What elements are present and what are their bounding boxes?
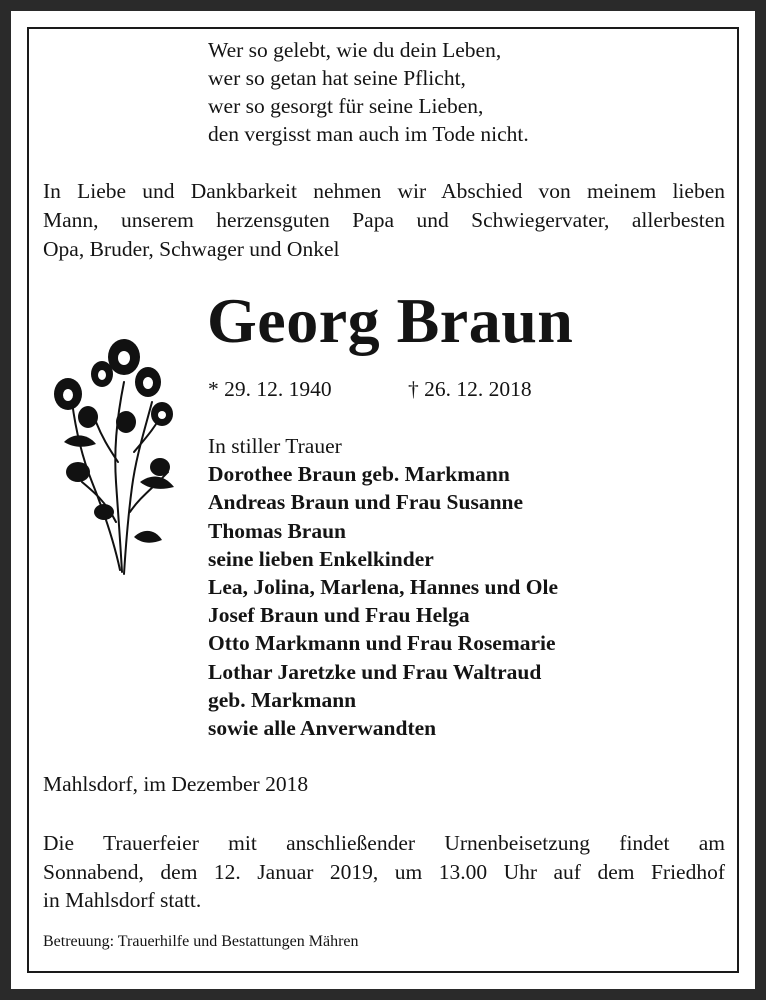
funeral-line: Sonnabend, dem 12. Januar 2019, um 13.00 Uhr auf dem Friedhof	[43, 859, 725, 884]
mourner: geb. Markmann	[208, 687, 357, 712]
funeral-line: Die Trauerfeier mit anschließender Urnenbeisetzung findet am	[43, 831, 725, 855]
deceased-name: Georg Braun	[207, 285, 574, 356]
funeral-line: in Mahlsdorf statt.	[43, 888, 202, 912]
place-date: Mahlsdorf, im Dezember 2018	[43, 772, 309, 796]
mourner: Andreas Braun und Frau Susanne	[208, 490, 524, 515]
intro-line: In Liebe und Dankbarkeit nehmen wir Abschied von meinem lieben	[43, 179, 725, 203]
death-date: † 26. 12. 2018	[408, 377, 532, 401]
poem-line: Wer so gelebt, wie du dein Leben,	[208, 38, 502, 62]
intro-text	[43, 177, 725, 264]
poem	[208, 36, 529, 148]
intro-line: Mann, unserem herzensguten Papa und Schwiegervater, allerbesten	[43, 208, 725, 232]
poem-line: wer so getan hat seine Pflicht,	[208, 66, 466, 90]
mourners-lead: In stiller Trauer	[208, 434, 342, 458]
mourner: Lea, Jolina, Marlena, Hannes und Ole	[208, 575, 559, 600]
poem-line: wer so gesorgt für seine Lieben,	[208, 94, 484, 118]
mourner: Josef Braun und Frau Helga	[208, 603, 470, 628]
birth-date: * 29. 12. 1940	[208, 377, 332, 401]
intro-line: Opa, Bruder, Schwager und Onkel	[43, 237, 340, 261]
funeral-info	[43, 829, 725, 915]
life-dates	[208, 375, 532, 403]
poem-line: den vergisst man auch im Tode nicht.	[208, 122, 529, 146]
mourner: Thomas Braun	[208, 518, 346, 543]
funeral-home-credit: Betreuung: Trauerhilfe und Bestattungen Mähren	[43, 933, 359, 950]
mourners-list	[208, 432, 558, 742]
mourner: Lothar Jaretzke und Frau Waltraud	[208, 659, 542, 684]
mourner: sowie alle Anverwandten	[208, 716, 437, 741]
mourner: seine lieben Enkelkinder	[208, 546, 434, 571]
mourner: Otto Markmann und Frau Rosemarie	[208, 631, 556, 656]
mourner: Dorothee Braun geb. Markmann	[208, 462, 510, 487]
rose-bouquet-icon	[44, 322, 188, 582]
